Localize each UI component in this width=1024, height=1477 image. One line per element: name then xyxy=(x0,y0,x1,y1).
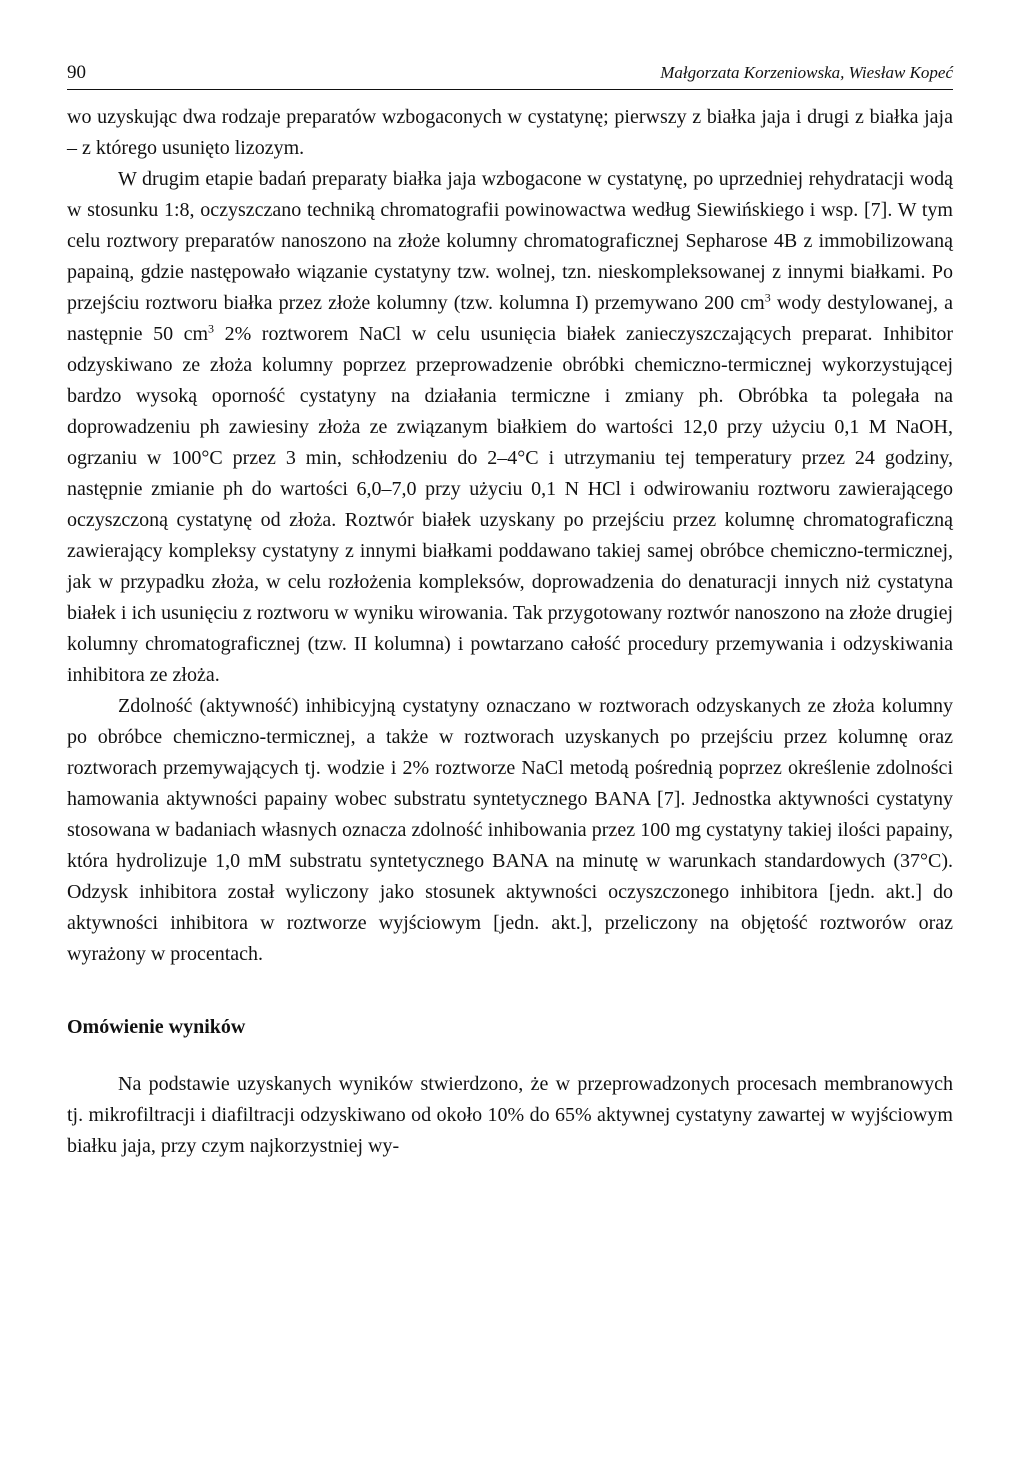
paragraph-1-text: wo uzyskując dwa rodzaje preparatów wzbogaconych w cystatynę; pierwszy z białka jaja i drugi z białka jaja – z którego usunięto lizozym. xyxy=(67,106,953,159)
paragraph-2 xyxy=(67,164,953,691)
body-text xyxy=(67,102,953,1162)
paragraph-4 xyxy=(67,1069,953,1162)
paragraph-1 xyxy=(67,102,953,164)
paragraph-2-text-a: W drugim etapie badań preparaty białka jaja wzbogacone w cystatynę, po uprzedniej rehydratacji wodą w stosunku 1:8, oczyszczano techniką chromatografii powinowactwa według Siewińskiego i wsp. [7]. W tym celu roztwory preparatów nanoszono na złoże kolumny chromatograficznej Sepharose 4B z immobilizowaną papainą, gdzie następowało wiązanie cystatyny tzw. wolnej, tzn. nieskompleksowanej z innymi białkami. Po przejściu roztworu białka przez złoże kolumny (tzw. kolumna I) przemywano 200 cm xyxy=(67,168,953,314)
paragraph-3-text: Zdolność (aktywność) inhibicyjną cystatyny oznaczano w roztworach odzyskanych ze złoża kolumny po obróbce chemiczno-termicznej, a także w roztworach uzyskanych po przejściu przez kolumnę oraz roztworach przemywających tj. wodzie i 2% roztworze NaCl metodą pośrednią poprzez określenie zdolności hamowania aktywności papainy wobec substratu syntetycznego BANA [7]. Jednostka aktywności cystatyny stosowana w badaniach własnych oznacza zdolność inhibowania przez 100 mg cystatyny takiej ilości papainy, która hydrolizuje 1,0 mM substratu syntetycznego BANA na minutę w warunkach standardowych (37°C). Odzysk inhibitora został wyliczony jako stosunek aktywności oczyszczonego inhibitora [jedn. akt.] do aktywności inhibitora w roztworze wyjściowym [jedn. akt.], przeliczony na objętość roztworów oraz wyrażony w procentach. xyxy=(67,695,953,965)
superscript-cubic: 3 xyxy=(764,290,771,305)
page xyxy=(67,60,953,1162)
paragraph-4-text: Na podstawie uzyskanych wyników stwierdzono, że w przeprowadzonych procesach membranowych tj. mikrofiltracji i diafiltracji odzyskiwano od około 10% do 65% aktywnej cystatyny zawartej w wyjściowym białku jaja, przy czym najkorzystniej wy- xyxy=(67,1073,953,1157)
section-heading: Omówienie wyników xyxy=(67,1016,246,1038)
running-head xyxy=(67,60,953,90)
running-head-authors: Małgorzata Korzeniowska, Wiesław Kopeć xyxy=(660,63,953,82)
superscript-cubic: 3 xyxy=(208,321,215,336)
paragraph-3 xyxy=(67,691,953,970)
page-number: 90 xyxy=(67,62,86,83)
paragraph-2-text-b: wody destylowanej, a następnie 50 cm xyxy=(67,292,953,345)
paragraph-2-text-c: 2% roztworem NaCl w celu usunięcia białek zanieczyszczających preparat. Inhibitor odzyskiwano ze złoża kolumny poprzez przeprowadzenie obróbki chemiczno-termicznej wykorzystującej bardzo wysoką oporność cystatyny na działania termiczne i zmiany ph. Obróbka ta polegała na doprowadzeniu ph zawiesiny złoża ze związanym białkiem do wartości 12,0 przy użyciu 0,1 M NaOH, ogrzaniu w 100°C przez 3 min, schłodzeniu do 2–4°C i utrzymaniu tej temperatury przez 24 godziny, następnie zmianie ph do wartości 6,0–7,0 przy użyciu 0,1 N HCl i odwirowaniu roztworu zawierającego oczyszczoną cystatynę od złoża. Roztwór białek uzyskany po przejściu przez kolumnę chromatograficzną zawierający kompleksy cystatyny z innymi białkami poddawano takiej samej obróbce chemiczno-termicznej, jak w przypadku złoża, w celu rozłożenia kompleksów, doprowadzenia do denaturacji innych niż cystatyna białek i ich usunięciu z roztworu w wyniku wirowania. Tak przygotowany roztwór nanoszono na złoże drugiej kolumny chromatograficznej (tzw. II kolumna) i powtarzano całość procedury przemywania i odzyskiwania inhibitora ze złoża. xyxy=(67,323,953,686)
